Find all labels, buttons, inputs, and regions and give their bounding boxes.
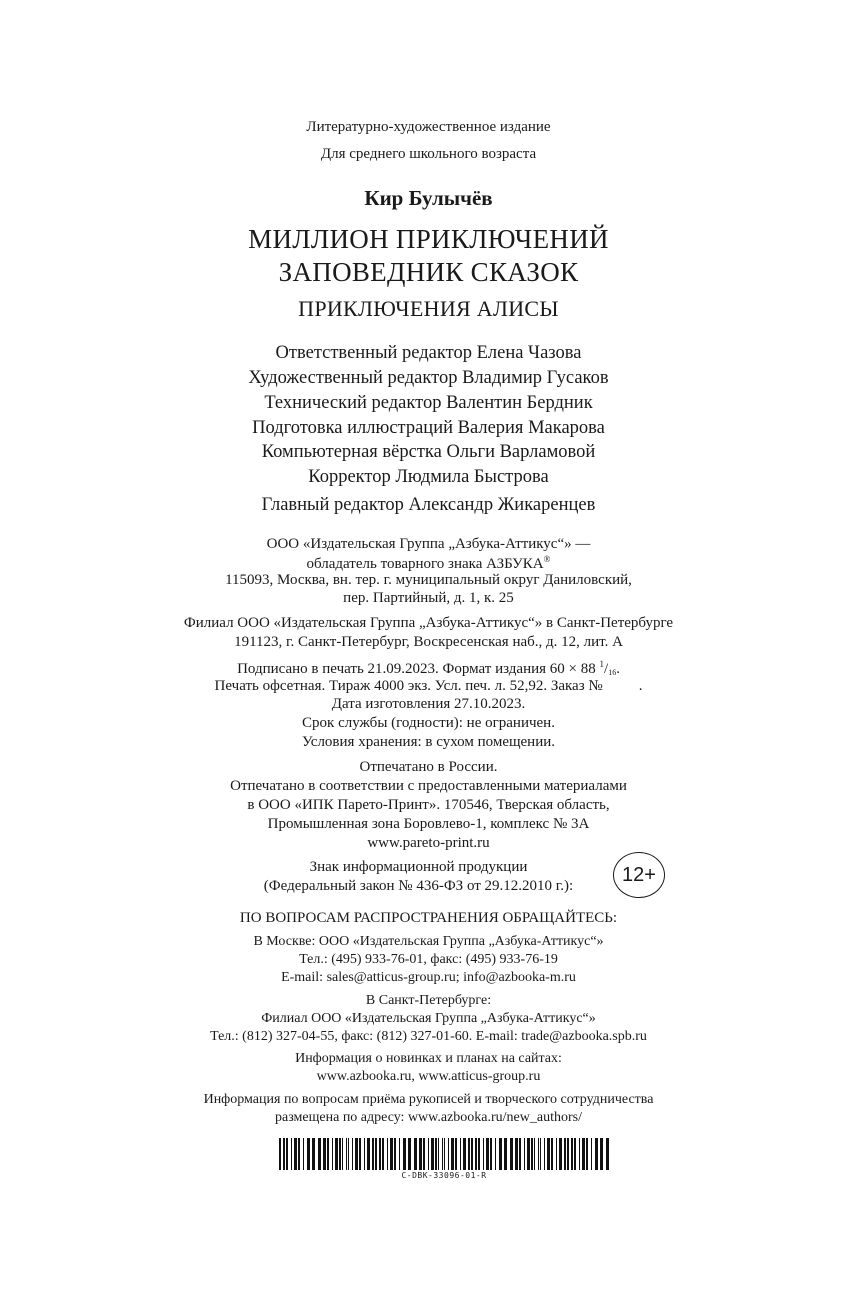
barcode-bar	[375, 1138, 377, 1170]
manuscripts-info: Информация по вопросам приёма рукописей и творческого сотрудничества	[203, 1092, 654, 1107]
barcode-bar	[339, 1138, 341, 1170]
barcode-bar	[579, 1138, 580, 1170]
barcode-bar	[359, 1138, 361, 1170]
barcode-bar	[515, 1138, 518, 1170]
spb-label: В Санкт-Петербурге:	[365, 993, 492, 1008]
barcode-bar	[527, 1138, 530, 1170]
barcode-bar	[335, 1138, 338, 1170]
barcode-bar	[478, 1138, 480, 1170]
barcode-bar	[327, 1138, 329, 1170]
barcode-bar	[332, 1138, 333, 1170]
barcode-bar	[419, 1138, 422, 1170]
barcode-bar	[504, 1138, 507, 1170]
barcode-bar	[307, 1138, 310, 1170]
manufacture-date: Дата изготовления 27.10.2023.	[331, 696, 526, 712]
printer-website: www.pareto-print.ru	[367, 835, 490, 851]
barcode-bar	[303, 1138, 304, 1170]
barcode-bar	[428, 1138, 429, 1170]
barcode-bar	[538, 1138, 539, 1170]
barcode-bar	[600, 1138, 603, 1170]
barcode-bar	[448, 1138, 449, 1170]
barcode-bar	[460, 1138, 461, 1170]
barcode-bar	[544, 1138, 545, 1170]
barcode-bar	[364, 1138, 365, 1170]
author-name: Кир Булычёв	[364, 186, 493, 210]
publisher-address: 115093, Москва, вн. тер. г. муниципальный округ Даниловский,	[225, 572, 632, 588]
barcode-bar	[475, 1138, 477, 1170]
barcode-bar	[390, 1138, 393, 1170]
barcode-bar	[571, 1138, 573, 1170]
barcode-bar	[283, 1138, 285, 1170]
info-sites-label: Информация о новинках и планах на сайтах:	[295, 1051, 562, 1066]
info-sites: www.azbooka.ru, www.atticus-group.ru	[316, 1069, 541, 1084]
barcode-bar	[564, 1138, 566, 1170]
barcode-bar	[355, 1138, 358, 1170]
barcode-bar	[455, 1138, 457, 1170]
barcode-bar	[342, 1138, 343, 1170]
publisher-address: пер. Партийный, д. 1, к. 25	[343, 590, 514, 606]
credit-line: Корректор Людмила Быстрова	[308, 467, 549, 487]
registered-mark: ®	[543, 554, 551, 564]
credit-line: Главный редактор Александр Жикаренцев	[261, 495, 596, 515]
barcode-bar	[294, 1138, 297, 1170]
barcode-bar	[495, 1138, 496, 1170]
barcode-bar	[574, 1138, 576, 1170]
edition-type: Литературно-художественное издание	[306, 119, 551, 135]
info-product-label: Знак информационной продукции	[309, 859, 528, 875]
barcode-bar	[387, 1138, 388, 1170]
distribution-heading: ПО ВОПРОСАМ РАСПРОСТРАНЕНИЯ ОБРАЩАЙТЕСЬ:	[239, 910, 618, 926]
barcode-bar	[408, 1138, 411, 1170]
spb-phone-email: Тел.: (812) 327-04-55, факс: (812) 327-01-60. E-mail: trade@azbooka.spb.ru	[210, 1029, 647, 1044]
branch-name: Филиал ООО «Издательская Группа „Азбука-Аттикус“» в Санкт-Петербурге	[183, 615, 674, 631]
barcode-bar	[463, 1138, 466, 1170]
barcode-bar	[582, 1138, 585, 1170]
barcode-bar	[346, 1138, 347, 1170]
book-title-2: ЗАПОВЕДНИК СКАЗОК	[278, 257, 579, 287]
barcode-bar	[606, 1138, 609, 1170]
age-group: Для среднего школьного возраста	[320, 146, 537, 162]
shelf-life: Срок службы (годности): не ограничен.	[302, 715, 555, 731]
barcode-bar	[451, 1138, 454, 1170]
printer-info: Промышленная зона Боровлево-1, комплекс № 3А	[267, 816, 590, 832]
barcode-bar	[559, 1138, 562, 1170]
barcode-bar	[379, 1138, 381, 1170]
barcode-bar	[367, 1138, 370, 1170]
printed-in: Отпечатано в России.	[359, 759, 498, 775]
book-title-3: ПРИКЛЮЧЕНИЯ АЛИСЫ	[298, 296, 559, 321]
moscow-contact: В Москве: ООО «Издательская Группа „Азбука-Аттикус“»	[253, 934, 604, 949]
barcode-bar	[499, 1138, 502, 1170]
book-title-1: МИЛЛИОН ПРИКЛЮЧЕНИЙ	[248, 224, 609, 254]
age-rating-badge: 12+	[613, 852, 665, 898]
barcode-bar	[414, 1138, 417, 1170]
barcode-bar	[372, 1138, 374, 1170]
barcode-bar	[567, 1138, 569, 1170]
credit-line: Компьютерная вёрстка Ольги Варламовой	[261, 442, 596, 462]
print-run: Печать офсетная. Тираж 4000 экз. Усл. печ. л. 52,92. Заказ № .	[214, 678, 643, 694]
barcode-bar	[399, 1138, 400, 1170]
barcode-bar	[312, 1138, 315, 1170]
barcode-bar	[444, 1138, 445, 1170]
moscow-email: E-mail: sales@atticus-group.ru; info@azbooka-m.ru	[281, 970, 576, 985]
barcode-bar	[423, 1138, 425, 1170]
barcode-bar	[524, 1138, 525, 1170]
barcode-bar	[586, 1138, 588, 1170]
barcode-bar	[551, 1138, 553, 1170]
printer-info: в ООО «ИПК Парето-Принт». 170546, Тверская область,	[247, 797, 610, 813]
federal-law: (Федеральный закон № 436-ФЗ от 29.12.2010 г.):	[263, 878, 574, 894]
barcode-bar	[298, 1138, 300, 1170]
barcode-bar	[403, 1138, 406, 1170]
barcode-code: C-DBK-33096-01-R	[401, 1171, 487, 1180]
publisher-name: ООО «Издательская Группа „Азбука-Аттикус“» —	[266, 536, 591, 552]
credit-line: Художественный редактор Владимир Гусаков	[248, 368, 609, 388]
barcode-bar	[435, 1138, 437, 1170]
moscow-phone: Тел.: (495) 933-76-01, факс: (495) 933-76-19	[299, 952, 558, 967]
barcode-bar	[595, 1138, 598, 1170]
barcode-bar	[394, 1138, 396, 1170]
barcode-bar	[531, 1138, 533, 1170]
barcode-bar	[291, 1138, 292, 1170]
credit-line: Подготовка иллюстраций Валерия Макарова	[252, 418, 605, 438]
barcode	[279, 1138, 609, 1170]
barcode-bar	[534, 1138, 535, 1170]
barcode-bar	[556, 1138, 557, 1170]
barcode-bar	[519, 1138, 521, 1170]
print-signed: Подписано в печать 21.09.2023. Формат издания 60 × 88 $^1/_{16}$.	[237, 659, 620, 677]
barcode-bar	[468, 1138, 470, 1170]
credit-line: Технический редактор Валентин Бердник	[264, 393, 593, 413]
barcode-bar	[483, 1138, 484, 1170]
branch-address: 191123, г. Санкт-Петербург, Воскресенская наб., д. 12, лит. А	[234, 634, 623, 650]
barcode-bar	[438, 1138, 439, 1170]
spb-contact: Филиал ООО «Издательская Группа „Азбука-Аттикус“»	[261, 1011, 596, 1026]
credit-line: Ответственный редактор Елена Чазова	[275, 343, 582, 363]
barcode-bar	[442, 1138, 443, 1170]
barcode-bar	[318, 1138, 321, 1170]
barcode-bar	[323, 1138, 326, 1170]
barcode-bar	[540, 1138, 541, 1170]
barcode-bar	[486, 1138, 489, 1170]
publisher-trademark: обладатель товарного знака АЗБУКА®	[306, 554, 551, 572]
manuscripts-url: размещена по адресу: www.azbooka.ru/new_authors/	[275, 1110, 582, 1125]
barcode-bar	[490, 1138, 492, 1170]
printer-info: Отпечатано в соответствии с предоставленными материалами	[230, 778, 627, 794]
barcode-bar	[471, 1138, 473, 1170]
barcode-bar	[431, 1138, 434, 1170]
barcode-bar	[352, 1138, 353, 1170]
barcode-bar	[279, 1138, 281, 1170]
barcode-bar	[348, 1138, 349, 1170]
barcode-bar	[510, 1138, 513, 1170]
barcode-bar	[547, 1138, 550, 1170]
barcode-bar	[286, 1138, 288, 1170]
barcode-bar	[591, 1138, 592, 1170]
barcode-bar	[382, 1138, 384, 1170]
storage-conditions: Условия хранения: в сухом помещении.	[301, 734, 556, 750]
